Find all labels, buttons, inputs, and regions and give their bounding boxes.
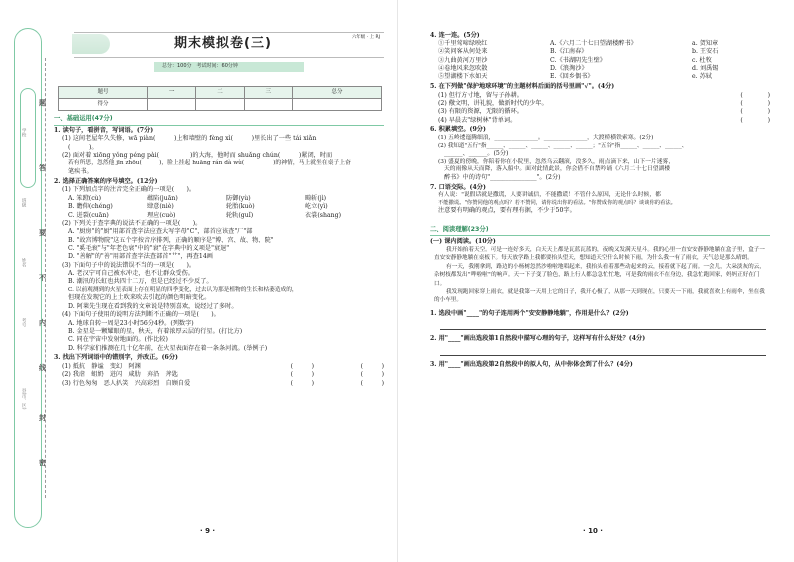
binding-char: 题	[39, 98, 46, 107]
question-title: 3. 找出下列词语中的错别字，并改正。(6分)	[54, 354, 178, 362]
word-list: (2) 我虐 蛆奶 迸闪 咸肋 弃沿 斧匙	[62, 371, 178, 379]
match-item[interactable]: ⑤望湖楼下水如天	[438, 73, 488, 81]
exam-header	[54, 24, 384, 86]
fill-line[interactable]: 醉书》中的诗句"_______________"。(2分)	[444, 174, 561, 182]
grade-label: 六年级 · 上 RJ	[351, 35, 380, 40]
binding-char: 线	[39, 363, 46, 372]
check-text: (3) 有限的资源，无限的循环。	[438, 108, 523, 116]
score-header: 一	[148, 87, 196, 99]
match-row	[430, 40, 770, 48]
score-cell[interactable]	[244, 99, 292, 111]
field-name[interactable]: 姓名	[21, 258, 27, 267]
match-item[interactable]: c. 杜牧	[692, 56, 712, 64]
correction-row	[54, 371, 384, 379]
option[interactable]: C. 以前观测到的火星表面上存在明显的四季变化，过去认为那是植物的生长和枯萎造成的，	[68, 286, 298, 293]
left-content	[54, 24, 384, 388]
option[interactable]: C. 迸裂(cuān)	[68, 211, 109, 219]
question-line: (2) 下列关于查字典的说法不正确的一项是( )。	[62, 219, 202, 227]
option[interactable]: B. "故宫博物院"这五个字按音序排列，正确的顺序是"博、宫、故、物、院"	[68, 236, 274, 244]
match-item[interactable]: ①千里莺啼绿映红	[438, 39, 488, 47]
match-item[interactable]: C.《书湖阴先生壁》	[550, 56, 606, 64]
title-bar	[74, 32, 384, 58]
question-title: 2. 用"____"画出选段第1自然段中描写心理的句子，这样写有什么好处？(4分)	[430, 335, 646, 343]
option[interactable]: 畸斩(jì)	[305, 194, 327, 202]
binding-char: 答	[39, 163, 46, 172]
option[interactable]: 理应(cuò)	[147, 211, 176, 219]
option-row	[54, 195, 384, 203]
field-number[interactable]: 考号	[21, 318, 27, 327]
check-text: (4) 早晨去"绿树林"背单词。	[438, 116, 517, 124]
score-label: 得分	[59, 99, 148, 111]
match-item[interactable]: ④卷地风来忽吹散	[438, 64, 488, 72]
check-item	[430, 108, 770, 116]
answer-blank[interactable]: ( )	[360, 371, 384, 379]
question-line: (4) 下面句子使用的说明方法判断不正确的一项是( )。	[62, 311, 220, 319]
question-title: 3. 用"____"画出选段第2自然段中的拟人句，从中你体会到了什么？(4分)	[430, 360, 633, 368]
match-item[interactable]: D.《浪淘沙》	[550, 64, 588, 72]
option[interactable]: 屹立(yì)	[305, 203, 328, 211]
field-county[interactable]: 县(市、区)	[21, 388, 27, 410]
option[interactable]: D. 科学家们推测在几十亿年前，在火星表面存在着一条条河流。(举例子)	[68, 344, 268, 352]
option[interactable]: A. 地球自转一周是23小时56分4秒。(列数字)	[68, 319, 194, 327]
fill-line[interactable]: (1) 五岭逶迤腾细浪，_______________。_______________，大渡桥横铁索寒。(2分)	[438, 134, 654, 141]
check-bracket[interactable]: ( )	[740, 91, 770, 99]
question-title: 1. 读句子，看拼音，写词语。(7分)	[54, 127, 154, 134]
question-title: 2. 选择正确答案的序号填空。(12分)	[54, 178, 158, 186]
option[interactable]: D. "善解"的"善"用部首查字法查部首"艹"，再查14画	[68, 253, 213, 261]
binding-char: 要	[39, 228, 46, 237]
match-row	[430, 57, 770, 65]
score-header: 总分	[292, 87, 381, 99]
score-cell[interactable]	[292, 99, 381, 111]
answer-blank[interactable]: ( )	[360, 362, 384, 370]
option[interactable]: 但现在发现它的上土吹来吹去引起的颜色明暗变化。	[68, 294, 211, 302]
check-text: (2) 儆文明，讲礼貌，做新时代的少年。	[438, 99, 548, 107]
question-line: ( )。	[68, 143, 98, 151]
section-heading: 二、阅读理解(23分)	[430, 226, 770, 237]
field-class[interactable]: 班级	[21, 198, 27, 207]
page-number: · 10 ·	[583, 526, 603, 535]
question-line: (1) 这间老屋年久失修，wā piàn( )上和墙壁的 fèng xì( )里长出了一些 tái xiǎn	[62, 135, 317, 143]
right-page	[397, 0, 794, 562]
option[interactable]: A. 笨蹬(cù)	[68, 194, 102, 202]
match-item[interactable]: B.《江南春》	[550, 48, 588, 56]
binding-tab	[20, 88, 36, 188]
binding-char: 不	[39, 273, 46, 282]
option[interactable]: C. 同在宇宙中发射地面的。(作比较)	[68, 336, 168, 344]
check-bracket[interactable]: ( )	[740, 108, 770, 116]
question-line: (3) 下面句子中的说法错误不当的一项是( )。	[62, 261, 196, 269]
match-item[interactable]: ③九曲黄河万里沙	[438, 56, 488, 64]
check-item	[430, 92, 770, 100]
correction-row	[54, 380, 384, 388]
score-header: 二	[196, 87, 244, 99]
option[interactable]: B. 瞻仰(chéng)	[68, 203, 113, 211]
check-item	[430, 117, 770, 125]
question-title: 7. 口语交际。(4分)	[430, 184, 486, 192]
option-row	[54, 203, 384, 211]
option[interactable]: 轮胎(kuò)	[226, 203, 255, 211]
binding-strip	[8, 28, 48, 528]
score-cell[interactable]	[148, 99, 196, 111]
field-school[interactable]: 学校	[21, 128, 27, 137]
answer-blank[interactable]: ( )	[290, 379, 314, 387]
score-header: 题号	[59, 87, 148, 99]
match-item[interactable]: A.《六月二十七日望湖楼醉书》	[550, 39, 637, 47]
right-content	[430, 30, 770, 369]
correction-row	[54, 363, 384, 371]
fill-line: (3) 盛夏的傍晚，你陪着你在小院里，忽然乌云翻滚，没多久，雨点滴下来，山下一片迷雾，	[438, 158, 675, 165]
answer-blank[interactable]: ( )	[290, 362, 314, 370]
question-line: (2) 面对着 xiōng yǒng péng pài( )的大海，他时而 shuǎng chún( )紧闭，时而	[62, 152, 333, 160]
option[interactable]: 轮轨(guǐ)	[226, 211, 254, 219]
word-list: (1) 抵抗 静谧 变幻 阿渊	[62, 362, 141, 370]
option[interactable]: B. 金星是一颗耀眼的星，秋天，有着浓厚云层的行星。(打比方)	[68, 327, 243, 335]
answer-line[interactable]	[440, 346, 766, 356]
question-title: 1. 选段中画"____"的句子连用两个"安安静静地躺"，作用是什么？(2分)	[430, 309, 629, 317]
binding-char: 内	[39, 318, 46, 327]
binding-char: 密	[39, 458, 46, 467]
match-item[interactable]: b. 王安石	[692, 48, 719, 56]
score-header: 三	[244, 87, 292, 99]
reading-paragraph: 我发现跑回家穿上雨衣，就是我第一天用上它的日子，我开心极了，从那一天到现在，只要天一下雨，我就喜欢上有雨伞，坐在我的小车里。	[434, 289, 765, 304]
question-title: 5. 在下列做"保护地球环境"的主题材料后面的括号里画"√"。(4分)	[430, 83, 615, 91]
prompt-line: 不能撒谎。"你赞同他的观点吗？若不赞同，请你说出你的看法。"你赞成你的观点吗？谈谈你的看法。	[438, 200, 676, 207]
answer-line[interactable]	[440, 320, 766, 330]
option[interactable]: 蕴陷(juān)	[147, 194, 178, 202]
option-row	[54, 212, 384, 220]
match-item[interactable]: d. 刘禹锡	[692, 64, 719, 72]
option[interactable]: A. 老汉宁可自己被水冲走，也不让群众受伤。	[68, 270, 194, 278]
question-title: (一) 课内阅读。(10分)	[430, 237, 496, 245]
option[interactable]: A. "厨房"的"厨"用部首查字法应查大写字母"C"，部首应该查"厂"部	[68, 228, 253, 236]
match-row	[430, 48, 770, 56]
reading-paragraph: 我开始抬着天空。可是一连好多天，白天天上都是瓦蓝瓦蓝的，夜晚又发满天星斗。我的心里一直安安静静地躺在盒子里，盒子一直安安静静地躺在桌板下。每天放学路上我都要抬头望天，想知道天空什么时候下雨，为什么我一有了雨衣，天气总是那么晴朗。	[434, 247, 765, 262]
score-cell[interactable]	[196, 99, 244, 111]
check-text: (1) 但行方寸地，留与子孙耕。	[438, 91, 523, 99]
answer-blank[interactable]: ( )	[290, 371, 314, 379]
match-item[interactable]: a. 贺知章	[692, 39, 719, 47]
score-table	[58, 86, 382, 111]
match-item[interactable]: E.《回乡偶书》	[550, 73, 594, 81]
question-title: 6. 积累填空。(9分)	[430, 126, 486, 134]
section-heading: 一、基础运用(47分)	[54, 115, 384, 126]
question-line: 笔疾书。	[68, 168, 93, 176]
fill-line: 天的雨像从天而降，落入船中。面对此情此景，你会借不自禁吟诵《六月二十七日望湖楼	[444, 166, 671, 173]
option[interactable]: B. 潮汛的长虹也共四十二万，但是已经过不少反了。	[68, 278, 213, 286]
question-line: 若有所思，忽然他 jīn zhōu( )，脸上挂起 huāng rán dà wù( )的神情，马上就坐在桌子上奋	[68, 160, 351, 167]
option[interactable]: 防御(yù)	[226, 194, 251, 202]
page-title: 期末模拟卷(三)	[174, 36, 272, 51]
prompt-line: 注意要有明确的观点，要有理有据，不少于50字。	[438, 207, 576, 215]
binding-char: 封	[39, 413, 46, 422]
option[interactable]: C. "奚毛衮"与"年老色衰"中的"衰"在字典中的义项是"衰退"	[68, 244, 230, 252]
check-bracket[interactable]: ( )	[740, 116, 770, 124]
fill-line[interactable]: (2) 我知道"五行"指______、______、______、______、______；"五谷"指______、______、______、	[438, 142, 688, 149]
match-item[interactable]: e. 苏轼	[692, 73, 712, 81]
score-info: 总分：100分 考试时间：60分钟	[154, 62, 304, 72]
match-row	[430, 73, 770, 81]
answer-blank[interactable]: ( )	[360, 379, 384, 387]
check-item	[430, 100, 770, 108]
option[interactable]: 衣裳(shang)	[305, 211, 341, 219]
check-bracket[interactable]: ( )	[740, 99, 770, 107]
reading-paragraph: 有一天，我刚拿到，路边的小杨树忽然沙啦啦地唱起来，我抬头看着那些动起来的云，接着就下起了雨。一会儿，大朵淡灰的云，杂树枝都发出"哗啦啦"的响声。天一下子变了脸色，路上行人都急急忙忙地，可是我的雨衣不在身边，我急忙跑回家，妈妈正好在门口。	[434, 263, 765, 287]
word-list: (3) 行色匆匆 恶人扒笑 兴高彩烈 自顾自爱	[62, 379, 191, 387]
question-title: 4. 连一连。(5分)	[430, 31, 480, 39]
fill-line[interactable]: ______、______。(5分)	[444, 150, 509, 158]
match-item[interactable]: ②笑问客从何处来	[438, 48, 488, 56]
question-line: (1) 下列加点字的注音完全正确的一项是( )。	[62, 186, 196, 194]
page-number: · 9 ·	[200, 526, 216, 535]
option[interactable]: 肆意(niè)	[147, 203, 174, 211]
option[interactable]: D. 阿莱先生现在看到我的文章说是特别喜欢，说经过了多时。	[68, 302, 238, 310]
prompt-line: 有人说："说假话就是撒谎，人要讲诚信，不能撒谎！不管什么原因，无论什么时候，都	[438, 192, 661, 199]
